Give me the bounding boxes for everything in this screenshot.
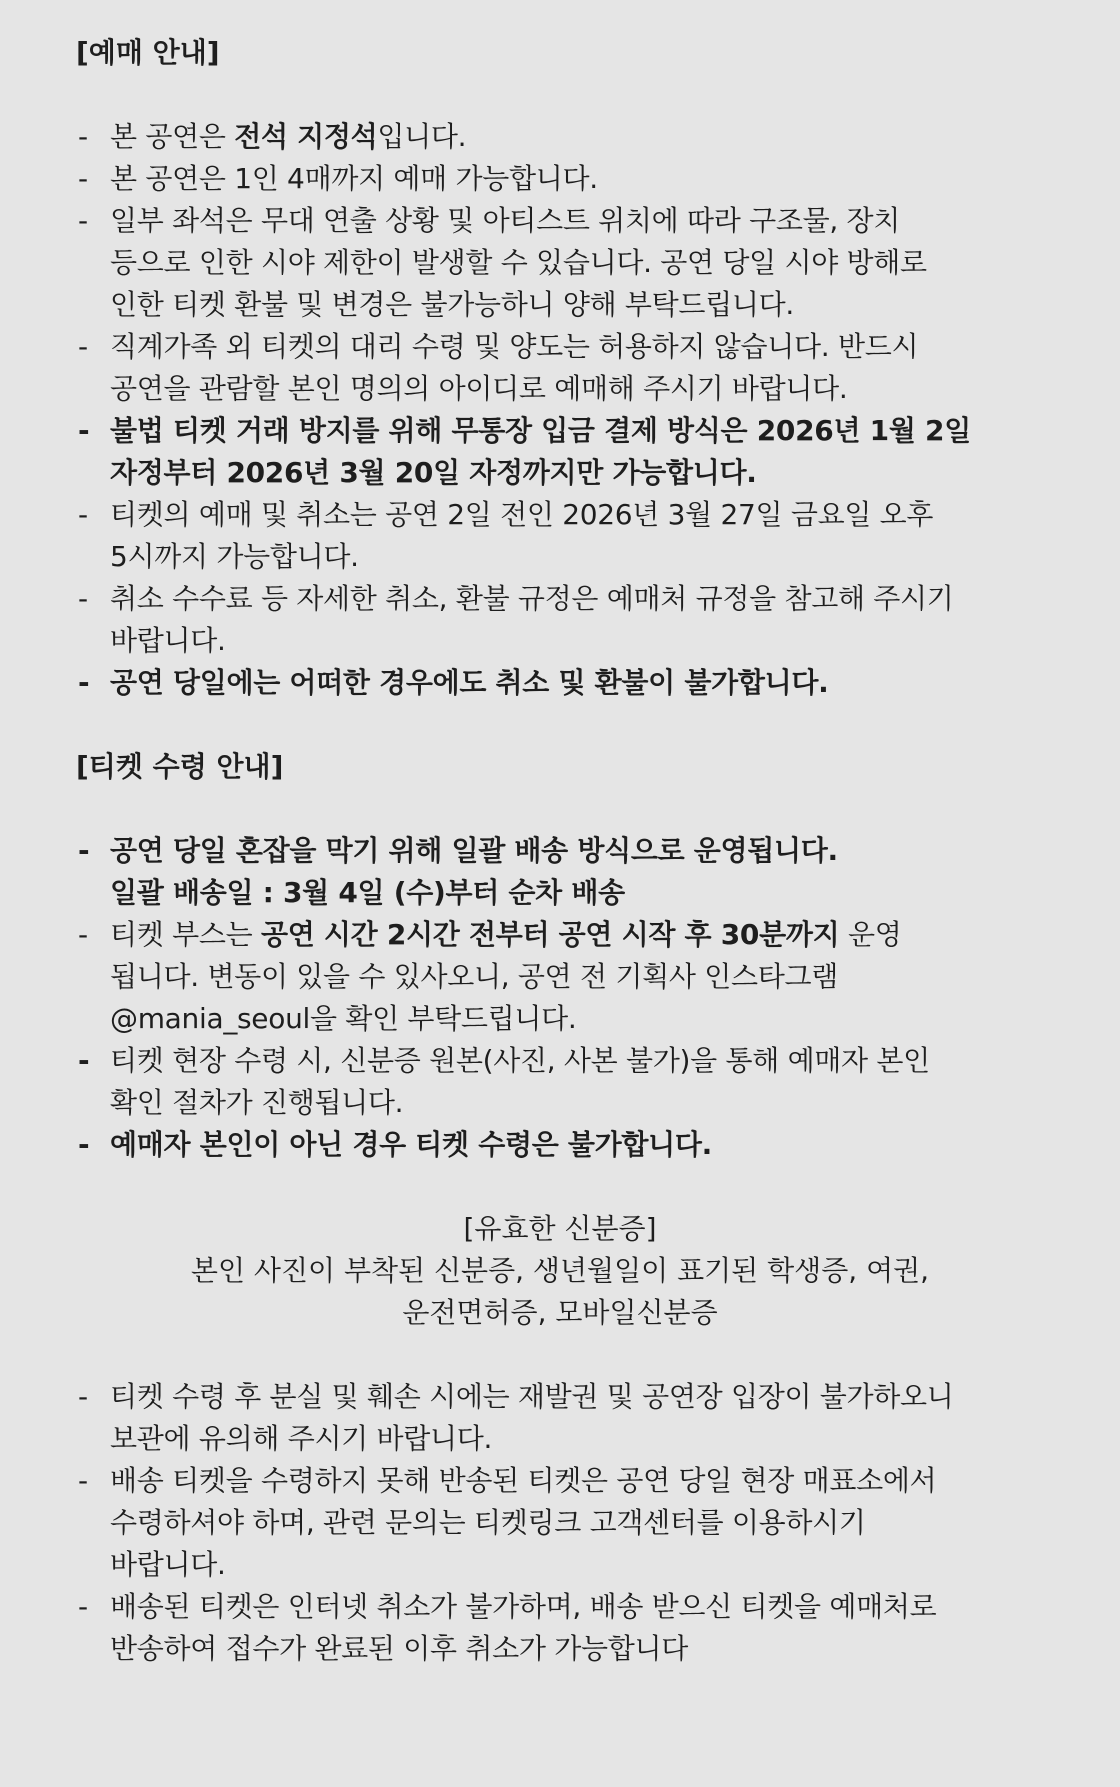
list-item-ticket-booth [76,914,1062,1040]
list-item-transfer-policy [76,326,1062,410]
item-line: - 일부 좌석은 무대 연출 상황 및 아티스트 위치에 따라 구조물, 장치 [110,204,901,237]
list-item-bulk-delivery [76,830,1062,914]
item-line: 자정부터 2026년 3월 20일 자정까지만 가능합니다. [110,456,757,489]
list-item-refund-rules [76,578,1062,662]
item-line: - 배송된 티켓은 인터넷 취소가 불가하며, 배송 받으신 티켓을 예매처로 [110,1590,937,1623]
booking-heading: [예매 안내] [76,36,220,69]
valid-id-block [58,1208,1062,1334]
booking-list [76,116,1062,704]
item-line: 일괄 배송일 : 3월 4일 (수)부터 순차 배송 [110,876,625,909]
list-item-no-refund-day: - 공연 당일에는 어떠한 경우에도 취소 및 환불이 불가합니다. [76,662,1062,704]
list-item-lost-ticket [76,1376,1062,1460]
item-line: 바랍니다. [110,1548,226,1581]
list-item-ticket-limit: - 본 공연은 1인 4매까지 예매 가능합니다. [76,158,1062,200]
list-item-cancel-deadline [76,494,1062,578]
list-item-bank-transfer [76,410,1062,494]
item-line: - 티켓의 예매 및 취소는 공연 2일 전인 2026년 3월 27일 금요일 오후 [110,498,934,531]
item-text: 티켓 부스는 [110,918,261,951]
item-strong-text: 전석 지정석 [234,120,378,153]
valid-id-title: [유효한 신분증] [463,1212,657,1245]
item-line: 5시까지 가능합니다. [110,540,359,573]
item-line [110,914,1062,956]
item-line: 수령하셔야 하며, 관련 문의는 티켓링크 고객센터를 이용하시기 [110,1506,866,1539]
list-item-view-restriction [76,200,1062,326]
item-text: 본 공연은 [110,120,235,153]
item-text: 운영 [839,918,902,951]
item-line: 반송하여 접수가 완료된 이후 취소가 가능합니다 [110,1632,688,1665]
item-line: - 배송 티켓을 수령하지 못해 반송된 티켓은 공연 당일 현장 매표소에서 [110,1464,937,1497]
item-line: - 티켓 수령 후 분실 및 훼손 시에는 재발권 및 공연장 입장이 불가하오니 [110,1380,954,1413]
item-line: - 직계가족 외 티켓의 대리 수령 및 양도는 허용하지 않습니다. 반드시 [110,330,919,363]
item-strong-text: 공연 시간 2시간 전부터 공연 시작 후 30분까지 [260,918,840,951]
item-line: 바랍니다. [110,624,226,657]
list-item-id-check [76,1040,1062,1124]
item-line: @mania_seoul을 확인 부탁드립니다. [110,1002,577,1035]
spacer [76,74,1062,116]
valid-id-line: 운전면허증, 모바일신분증 [402,1296,718,1329]
spacer [76,788,1062,830]
item-line: 보관에 유의해 주시기 바랍니다. [110,1422,493,1455]
pickup-list [76,830,1062,1166]
list-item-holder-only: - 예매자 본인이 아닌 경우 티켓 수령은 불가합니다. [76,1124,1062,1166]
list-item-delivered-cancel [76,1586,1062,1670]
list-item-all-reserved [76,116,1062,158]
item-line: 확인 절차가 진행됩니다. [110,1086,404,1119]
pickup-heading: [티켓 수령 안내] [76,750,284,783]
item-line: - 티켓 현장 수령 시, 신분증 원본(사진, 사본 불가)을 통해 예매자 본인 [110,1044,930,1077]
item-line: 등으로 인한 시야 제한이 발생할 수 있습니다. 공연 당일 시야 방해로 [110,246,927,279]
spacer [76,1166,1062,1208]
item-line: 공연을 관람할 본인 명의의 아이디로 예매해 주시기 바랍니다. [110,372,848,405]
item-text: 입니다. [377,120,467,153]
valid-id-line: 본인 사진이 부착된 신분증, 생년월일이 표기된 학생증, 여권, [190,1254,930,1287]
spacer [76,1334,1062,1376]
list-item-returned-ticket [76,1460,1062,1586]
spacer [76,704,1062,746]
item-line: - 취소 수수료 등 자세한 취소, 환불 규정은 예매처 규정을 참고해 주시기 [110,582,954,615]
item-line: 됩니다. 변동이 있을 수 있사오니, 공연 전 기획사 인스타그램 [110,960,838,993]
item-line: 인한 티켓 환불 및 변경은 불가능하니 양해 부탁드립니다. [110,288,795,321]
item-line: - 불법 티켓 거래 방지를 위해 무통장 입금 결제 방식은 2026년 1월 2일 [110,414,971,447]
item-line: - 공연 당일 혼잡을 막기 위해 일괄 배송 방식으로 운영됩니다. [110,834,838,867]
after-list [76,1376,1062,1670]
